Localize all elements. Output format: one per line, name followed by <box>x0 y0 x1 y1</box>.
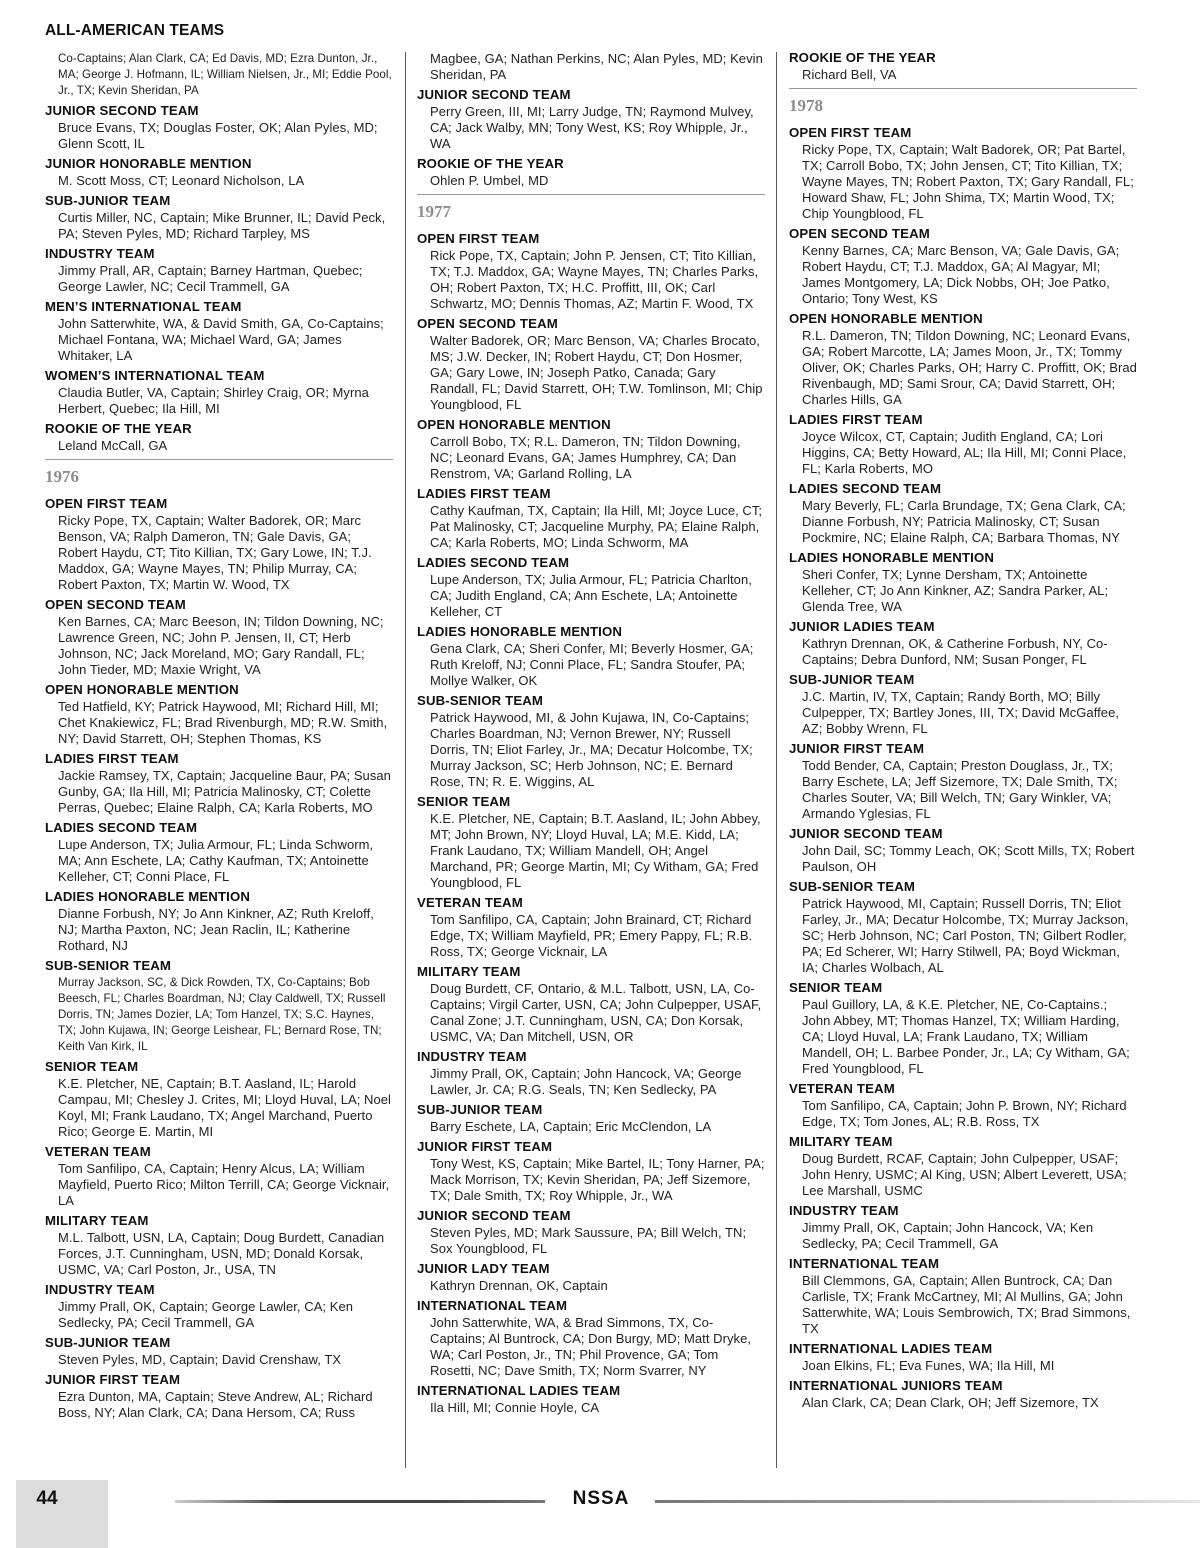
team-members: Alan Clark, CA; Dean Clark, OH; Jeff Sizemore, TX <box>802 1395 1099 1410</box>
team-members: Doug Burdett, RCAF, Captain; John Culpepper, USAF; John Henry, USMC; Al King, USN; Albert Leverett, USA; Lee Marshall, USMC <box>802 1151 1127 1198</box>
team-section <box>45 1335 393 1368</box>
team-section <box>417 1383 765 1416</box>
team-members: Bruce Evans, TX; Douglas Foster, OK; Alan Pyles, MD; Glenn Scott, IL <box>58 120 378 151</box>
team-title: INDUSTRY TEAM <box>45 1282 155 1297</box>
team-members: Steven Pyles, MD; Mark Saussure, PA; Bill Welch, TN; Sox Youngblood, FL <box>430 1225 747 1256</box>
team-title: SUB-SENIOR TEAM <box>45 958 172 973</box>
team-section <box>789 125 1137 222</box>
team-members: Carroll Bobo, TX; R.L. Dameron, TN; Tildon Downing, NC; Leonard Evans, GA; James Humphrey, CA; Dan Renstrom, VA; Garland Rolling, LA <box>430 434 741 481</box>
team-title: JUNIOR FIRST TEAM <box>45 1372 181 1387</box>
team-section <box>789 619 1137 668</box>
team-members: Ezra Dunton, MA, Captain; Steve Andrew, AL; Richard Boss, NY; Alan Clark, CA; Dana Hersom, CA; Russ <box>58 1389 373 1420</box>
team-title: INTERNATIONAL JUNIORS TEAM <box>789 1378 1003 1393</box>
team-section <box>417 1208 765 1257</box>
team-section <box>789 1256 1137 1337</box>
team-members: Richard Bell, VA <box>802 67 897 82</box>
team-title: ROOKIE OF THE YEAR <box>45 421 192 436</box>
team-members: Tom Sanfilipo, CA, Captain; John Brainard, CT; Richard Edge, TX; William Mayfield, PR; Emery Pappy, FL; R.B. Ross, TX; George Vicknair, LA <box>430 912 753 959</box>
team-section <box>417 1139 765 1204</box>
team-section <box>45 156 393 189</box>
team-section <box>45 1059 393 1140</box>
team-members: Ohlen P. Umbel, MD <box>430 173 549 188</box>
year-heading: 1978 <box>789 96 823 115</box>
team-section <box>45 421 393 454</box>
team-section <box>789 226 1137 307</box>
team-members: Kathryn Drennan, OK, Captain <box>430 1278 608 1293</box>
team-title: LADIES SECOND TEAM <box>789 481 942 496</box>
team-members: M. Scott Moss, CT; Leonard Nicholson, LA <box>58 173 305 188</box>
year-divider <box>45 459 393 460</box>
team-title: VETERAN TEAM <box>789 1081 895 1096</box>
footer-brand: NSSA <box>572 1488 630 1509</box>
team-members: Sheri Confer, TX; Lynne Dersham, TX; Antoinette Kelleher, CT; Jo Ann Kinkner, AZ; Sandra Parker, AL; Glenda Tree, WA <box>802 567 1109 614</box>
team-section <box>417 794 765 891</box>
team-section <box>417 1049 765 1098</box>
team-members: Walter Badorek, OR; Marc Benson, VA; Charles Brocato, MS; J.W. Decker, IN; Robert Haydu, CT; Don Hosmer, GA; Gary Lowe, IN; Joseph Patko, Canada; Gary Randall, FL; David Starrett, OH; T.W. Tomlinson, MI; Chip Youngblood, FL <box>430 333 763 412</box>
team-section <box>417 486 765 551</box>
team-section <box>45 368 393 417</box>
team-title: OPEN FIRST TEAM <box>789 125 912 140</box>
team-title: INDUSTRY TEAM <box>45 246 155 261</box>
team-members: Kenny Barnes, CA; Marc Benson, VA; Gale Davis, GA; Robert Haydu, CT; T.J. Maddox, GA; Al Magyar, MI; James Montgomery, LA; Dick Nobbs, OH; Joe Patko, Ontario; Tony West, KS <box>802 243 1120 306</box>
team-members: Tony West, KS, Captain; Mike Bartel, IL; Tony Harner, PA; Mack Morrison, TX; Kevin Sheridan, PA; Jeff Sizemore, TX; Dale Smith, TX; Roy Whipple, Jr., WA <box>430 1156 765 1203</box>
team-members: John Satterwhite, WA, & Brad Simmons, TX, Co-Captains; Al Buntrock, CA; Don Burgy, MD; Matt Dryke, WA; Carl Poston, Jr., TN; Phil Provence, GA; Tom Rosetti, NC; Dave Smith, TX; Norm Svarrer, NY <box>430 1315 752 1378</box>
team-members: Claudia Butler, VA, Captain; Shirley Craig, OR; Myrna Herbert, Quebec; Ila Hill, MI <box>58 385 369 416</box>
team-members: J.C. Martin, IV, TX, Captain; Randy Borth, MO; Billy Culpepper, TX; Bartley Jones, III, TX; David McGaffee, AZ; Bobby Wrenn, FL <box>802 689 1120 736</box>
team-section <box>45 1213 393 1278</box>
team-title: JUNIOR SECOND TEAM <box>417 87 571 102</box>
team-members: M.L. Talbott, USN, LA, Captain; Doug Burdett, Canadian Forces, J.T. Cunningham, USN, MD; Donald Korsak, USMC, VA; Carl Poston, Jr., USA, TN <box>58 1230 385 1277</box>
team-title: OPEN SECOND TEAM <box>45 597 186 612</box>
team-section <box>789 1134 1137 1199</box>
team-members: Murray Jackson, SC, & Dick Rowden, TX, Co-Captains; Bob Beesch, FL; Charles Boardman, NJ; Clay Caldwell, TX; Russell Dorris, TN; James Dozier, LA; Tom Hanzel, TX; S.C. Haynes, TX; John Kujawa, IN; George Leishear, FL; Bernard Rose, TN; Keith Van Kirk, IL <box>58 976 386 1053</box>
team-members: Joan Elkins, FL; Eva Funes, WA; Ila Hill, MI <box>802 1358 1055 1373</box>
team-members: Cathy Kaufman, TX, Captain; Ila Hill, MI; Joyce Luce, CT; Pat Malinosky, CT; Jacqueline Murphy, PA; Elaine Ralph, CA; Karla Roberts, MO; Linda Schworm, MA <box>430 503 763 550</box>
team-section <box>417 964 765 1045</box>
team-section <box>417 624 765 689</box>
column-2 <box>417 50 765 1470</box>
team-section <box>45 1144 393 1209</box>
year-divider <box>789 88 1137 89</box>
team-section <box>45 682 393 747</box>
page-number: 44 <box>36 1488 58 1509</box>
team-section <box>789 50 1137 83</box>
team-title: LADIES FIRST TEAM <box>45 751 179 766</box>
team-title: INTERNATIONAL LADIES TEAM <box>417 1383 621 1398</box>
team-section <box>45 496 393 593</box>
team-section <box>417 87 765 152</box>
team-section <box>45 958 393 1055</box>
team-title: OPEN FIRST TEAM <box>417 231 540 246</box>
team-section <box>417 316 765 413</box>
team-title: INTERNATIONAL TEAM <box>789 1256 940 1271</box>
team-title: OPEN FIRST TEAM <box>45 496 168 511</box>
team-section <box>417 555 765 620</box>
team-section <box>45 597 393 678</box>
column-divider <box>405 52 406 1468</box>
team-section <box>45 889 393 954</box>
team-title: LADIES HONORABLE MENTION <box>45 889 251 904</box>
team-members: Jimmy Prall, OK, Captain; John Hancock, VA; George Lawler, Jr. CA; R.G. Seals, TN; Ken Sedlecky, PA <box>430 1066 742 1097</box>
team-section <box>789 412 1137 477</box>
team-title: LADIES HONORABLE MENTION <box>789 550 995 565</box>
team-members: Ricky Pope, TX, Captain; Walt Badorek, OR; Pat Bartel, TX; Carroll Bobo, TX; John Jensen, CT; Tito Killian, TX; Wayne Mayes, TN; Robert Paxton, TX; Gary Randall, FL; Howard Shaw, FL; John Shima, TX; Martin Wood, TX; Chip Youngblood, FL <box>802 142 1134 221</box>
team-section <box>789 980 1137 1077</box>
team-section <box>45 51 393 99</box>
team-title: INTERNATIONAL LADIES TEAM <box>789 1341 993 1356</box>
team-title: OPEN HONORABLE MENTION <box>417 417 611 432</box>
team-section <box>417 1298 765 1379</box>
team-section <box>417 51 765 83</box>
team-title: SUB-SENIOR TEAM <box>417 693 544 708</box>
team-members: Bill Clemmons, GA, Captain; Allen Buntrock, CA; Dan Carlisle, TX; Frank McCartney, MI; Al Mullins, GA; John Satterwhite, WA; Louis Sembrowich, TX; Brad Simmons, TX <box>802 1273 1131 1336</box>
team-members: Todd Bender, CA, Captain; Preston Douglass, Jr., TX; Barry Eschete, LA; Jeff Sizemore, TX; Dale Smith, TX; Charles Souter, VA; Bill Welch, TN; Gary Winkler, VA; Armando Yglesias, FL <box>802 758 1118 821</box>
team-members: Gena Clark, CA; Sheri Confer, MI; Beverly Hosmer, GA; Ruth Kreloff, NJ; Conni Place, FL; Sandra Stoufer, PA; Mollye Walker, OK <box>430 641 754 688</box>
team-title: SUB-JUNIOR TEAM <box>417 1102 543 1117</box>
team-members: Curtis Miller, NC, Captain; Mike Brunner, IL; David Peck, PA; Steven Pyles, MD; Richard Tarpley, MS <box>58 210 386 241</box>
team-section <box>789 672 1137 737</box>
team-title: JUNIOR FIRST TEAM <box>417 1139 553 1154</box>
team-members: Lupe Anderson, TX; Julia Armour, FL; Linda Schworm, MA; Ann Eschete, LA; Cathy Kaufman, TX; Antoinette Kelleher, CT; Conni Place, FL <box>58 837 374 884</box>
team-title: JUNIOR SECOND TEAM <box>45 103 199 118</box>
team-members: John Dail, SC; Tommy Leach, OK; Scott Mills, TX; Robert Paulson, OH <box>802 843 1135 874</box>
team-section <box>789 481 1137 546</box>
team-section <box>789 1341 1137 1374</box>
team-title: OPEN SECOND TEAM <box>417 316 558 331</box>
team-section <box>789 826 1137 875</box>
team-title: MILITARY TEAM <box>417 964 521 979</box>
team-section <box>45 246 393 295</box>
team-members: John Satterwhite, WA, & David Smith, GA, Co-Captains; Michael Fontana, WA; Michael Ward, GA; James Whitaker, LA <box>58 316 384 363</box>
team-members: Perry Green, III, MI; Larry Judge, TN; Raymond Mulvey, CA; Jack Walby, MN; Tony West, KS; Roy Whipple, Jr., WA <box>430 104 754 151</box>
team-section <box>789 550 1137 615</box>
team-members: Patrick Haywood, MI, & John Kujawa, IN, Co-Captains; Charles Boardman, NJ; Vernon Brewer, NY; Russell Dorris, TN; Eliot Farley, Jr., MA; Decatur Holcombe, TX; Murray Jackson, SC; Herb Johnson, NC; E. Bernard Rose, TN; R. E. Wiggins, AL <box>430 710 753 789</box>
year-heading: 1977 <box>417 202 451 221</box>
team-members: Joyce Wilcox, CT, Captain; Judith England, CA; Lori Higgins, CA; Betty Howard, AL; Ila Hill, MI; Conni Place, FL; Karla Roberts, MO <box>802 429 1127 476</box>
team-title: LADIES FIRST TEAM <box>789 412 923 427</box>
team-title: SENIOR TEAM <box>789 980 883 995</box>
column-divider <box>776 52 777 1468</box>
team-section <box>45 751 393 816</box>
team-title: JUNIOR LADY TEAM <box>417 1261 550 1276</box>
team-members: Ila Hill, MI; Connie Hoyle, CA <box>430 1400 600 1415</box>
team-title: INDUSTRY TEAM <box>417 1049 527 1064</box>
footer-rule-right <box>655 1500 1200 1503</box>
team-title: MEN’S INTERNATIONAL TEAM <box>45 299 242 314</box>
column-1 <box>45 50 393 1470</box>
team-title: JUNIOR SECOND TEAM <box>789 826 943 841</box>
team-title: MILITARY TEAM <box>789 1134 893 1149</box>
year-divider <box>417 194 765 195</box>
team-title: LADIES HONORABLE MENTION <box>417 624 623 639</box>
team-members: Jackie Ramsey, TX, Captain; Jacqueline Baur, PA; Susan Gunby, GA; Ila Hill, MI; Patricia Malinosky, CT; Colette Perras, Quebec; Elaine Ralph, CA; Karla Roberts, MO <box>58 768 391 815</box>
team-members: R.L. Dameron, TN; Tildon Downing, NC; Leonard Evans, GA; Robert Marcotte, LA; James Moon, Jr., TX; Tommy Oliver, OK; Charles Parks, OH; Harry C. Proffitt, OK; Brad Rivenbaugh, MD; Sami Srour, CA; David Starrett, OH; Charles Hills, GA <box>802 328 1137 407</box>
page-heading: ALL-AMERICAN TEAMS <box>45 22 225 39</box>
team-section <box>417 1261 765 1294</box>
team-title: SUB-SENIOR TEAM <box>789 879 916 894</box>
team-section <box>789 741 1137 822</box>
team-title: LADIES SECOND TEAM <box>45 820 198 835</box>
year-heading-block <box>417 194 765 223</box>
team-members: Patrick Haywood, MI, Captain; Russell Dorris, TN; Eliot Farley, Jr., MA; Decatur Holcombe, TX; Murray Jackson, SC; Herb Johnson, NC; Carl Poston, TN; Gilbert Rodler, PA; Ed Scherer, WI; Harry Stilwell, PA; Boyd Wickman, IA; Charles Wolbach, AL <box>802 896 1129 975</box>
team-title: OPEN SECOND TEAM <box>789 226 930 241</box>
team-section <box>417 693 765 790</box>
team-title: VETERAN TEAM <box>417 895 523 910</box>
team-section <box>417 895 765 960</box>
team-members: Ricky Pope, TX, Captain; Walter Badorek, OR; Marc Benson, VA; Ralph Dameron, TN; Gale Davis, GA; Robert Haydu, CT; Tito Killian, TX; Gary Lowe, IN; T.J. Maddox, GA; Wayne Mayes, TN; Philip Murray, CA; Robert Paxton, TX; Martin W. Wood, TX <box>58 513 372 592</box>
team-title: ROOKIE OF THE YEAR <box>417 156 564 171</box>
team-section <box>789 1378 1137 1411</box>
team-members: Magbee, GA; Nathan Perkins, NC; Alan Pyles, MD; Kevin Sheridan, PA <box>430 51 763 82</box>
team-section <box>789 1081 1137 1130</box>
team-section <box>417 417 765 482</box>
year-heading-block <box>45 459 393 488</box>
team-members: Tom Sanfilipo, CA, Captain; Henry Alcus, LA; William Mayfield, Puerto Rico; Milton Terrill, CA; George Vicknair, LA <box>58 1161 390 1208</box>
team-section <box>417 156 765 189</box>
team-section <box>45 820 393 885</box>
team-section <box>789 879 1137 976</box>
team-title: JUNIOR SECOND TEAM <box>417 1208 571 1223</box>
team-section <box>45 103 393 152</box>
team-members: Steven Pyles, MD, Captain; David Crenshaw, TX <box>58 1352 342 1367</box>
team-title: SENIOR TEAM <box>417 794 511 809</box>
team-members: Ken Barnes, CA; Marc Beeson, IN; Tildon Downing, NC; Lawrence Green, NC; John P. Jensen, II, CT; Herb Johnson, NC; Jack Moreland, MO; Gary Randall, FL; John Tieder, MD; Maxie Wright, VA <box>58 614 384 677</box>
team-title: VETERAN TEAM <box>45 1144 151 1159</box>
team-title: OPEN HONORABLE MENTION <box>45 682 239 697</box>
team-members: Doug Burdett, CF, Ontario, & M.L. Talbott, USN, LA, Co-Captains; Virgil Carter, USN, CA; John Culpepper, USAF, Canal Zone; J.T. Cunningham, USN, CA; Don Korsak, USMC, VA; Dan Mitchell, USN, OR <box>430 981 762 1044</box>
team-members: Dianne Forbush, NY; Jo Ann Kinkner, AZ; Ruth Kreloff, NJ; Martha Paxton, NC; Jean Raclin, IL; Katherine Rothard, NJ <box>58 906 374 953</box>
team-members: K.E. Pletcher, NE, Captain; B.T. Aasland, IL; Harold Campau, MI; Chesley J. Crites, MI; Lloyd Huval, LA; Noel Koyl, MI; Frank Laudano, TX; Angel Marchand, Puerto Rico; George E. Martin, MI <box>58 1076 391 1139</box>
team-members: Jimmy Prall, OK, Captain; George Lawler, CA; Ken Sedlecky, PA; Cecil Trammell, GA <box>58 1299 354 1330</box>
team-members: Lupe Anderson, TX; Julia Armour, FL; Patricia Charlton, CA; Judith England, CA; Ann Eschete, LA; Antoinette Kelleher, CT <box>430 572 752 619</box>
team-section <box>45 299 393 364</box>
team-members: Mary Beverly, FL; Carla Brundage, TX; Gena Clark, CA; Dianne Forbush, NY; Patricia Malinosky, CT; Susan Pockmire, NC; Elaine Ralph, CA; Barbara Thomas, NY <box>802 498 1126 545</box>
team-members: Jimmy Prall, AR, Captain; Barney Hartman, Quebec; George Lawler, NC; Cecil Trammell, GA <box>58 263 363 294</box>
team-members: Paul Guillory, LA, & K.E. Pletcher, NE, Co-Captains.; John Abbey, MT; Thomas Hanzel, TX; William Harding, CA; Lloyd Huval, LA; Frank Laudano, TX; William Mandell, OH; L. Barbee Ponder, Jr., LA; Cy Witham, GA; Fred Youngblood, FL <box>802 997 1130 1076</box>
team-section <box>45 1282 393 1331</box>
team-section <box>45 193 393 242</box>
team-title: ROOKIE OF THE YEAR <box>789 50 936 65</box>
team-title: SUB-JUNIOR TEAM <box>789 672 915 687</box>
team-section <box>789 1203 1137 1252</box>
team-title: JUNIOR LADIES TEAM <box>789 619 935 634</box>
team-title: INTERNATIONAL TEAM <box>417 1298 568 1313</box>
column-3 <box>789 50 1137 1470</box>
team-title: OPEN HONORABLE MENTION <box>789 311 983 326</box>
team-title: LADIES SECOND TEAM <box>417 555 570 570</box>
team-title: INDUSTRY TEAM <box>789 1203 899 1218</box>
team-members: Kathryn Drennan, OK, & Catherine Forbush, NY, Co-Captains; Debra Dunford, NM; Susan Ponger, FL <box>802 636 1108 667</box>
team-title: SUB-JUNIOR TEAM <box>45 1335 171 1350</box>
year-heading-block <box>789 88 1137 117</box>
team-title: JUNIOR FIRST TEAM <box>789 741 925 756</box>
team-members: Co-Captains; Alan Clark, CA; Ed Davis, MD; Ezra Dunton, Jr., MA; George J. Hofmann, IL; William Nielsen, Jr., MI; Eddie Pool, Jr., TX; Kevin Sheridan, PA <box>58 52 392 97</box>
team-members: Jimmy Prall, OK, Captain; John Hancock, VA; Ken Sedlecky, PA; Cecil Trammell, GA <box>802 1220 1094 1251</box>
team-title: JUNIOR HONORABLE MENTION <box>45 156 252 171</box>
team-title: SUB-JUNIOR TEAM <box>45 193 171 208</box>
team-section <box>417 231 765 312</box>
team-title: SENIOR TEAM <box>45 1059 139 1074</box>
team-title: WOMEN’S INTERNATIONAL TEAM <box>45 368 265 383</box>
team-members: Rick Pope, TX, Captain; John P. Jensen, CT; Tito Killian, TX; T.J. Maddox, GA; Wayne Mayes, TN; Charles Parks, OH; Robert Paxton, TX; H.C. Proffitt, III, OK; Carl Schwartz, MO; Dennis Thomas, AZ; Martin F. Wood, TX <box>430 248 759 311</box>
team-section <box>417 1102 765 1135</box>
team-members: Ted Hatfield, KY; Patrick Haywood, MI; Richard Hill, MI; Chet Knakiewicz, FL; Brad Rivenburgh, MD; R.W. Smith, NY; David Starrett, OH; Stephen Thomas, KS <box>58 699 388 746</box>
team-members: Leland McCall, GA <box>58 438 168 453</box>
team-title: LADIES FIRST TEAM <box>417 486 551 501</box>
team-section <box>45 1372 393 1421</box>
footer-rule-left <box>175 1500 545 1503</box>
team-members: Tom Sanfilipo, CA, Captain; John P. Brown, NY; Richard Edge, TX; Tom Jones, AL; R.B. Ross, TX <box>802 1098 1127 1129</box>
team-members: Barry Eschete, LA, Captain; Eric McClendon, LA <box>430 1119 712 1134</box>
team-title: MILITARY TEAM <box>45 1213 149 1228</box>
year-heading: 1976 <box>45 467 79 486</box>
team-members: K.E. Pletcher, NE, Captain; B.T. Aasland, IL; John Abbey, MT; John Brown, NY; Lloyd Huval, LA; M.E. Kidd, LA; Frank Laudano, TX; William Mandell, OH; Angel Marchand, PR; George Martin, MI; Cy Witham, GA; Fred Youngblood, FL <box>430 811 761 890</box>
team-section <box>789 311 1137 408</box>
